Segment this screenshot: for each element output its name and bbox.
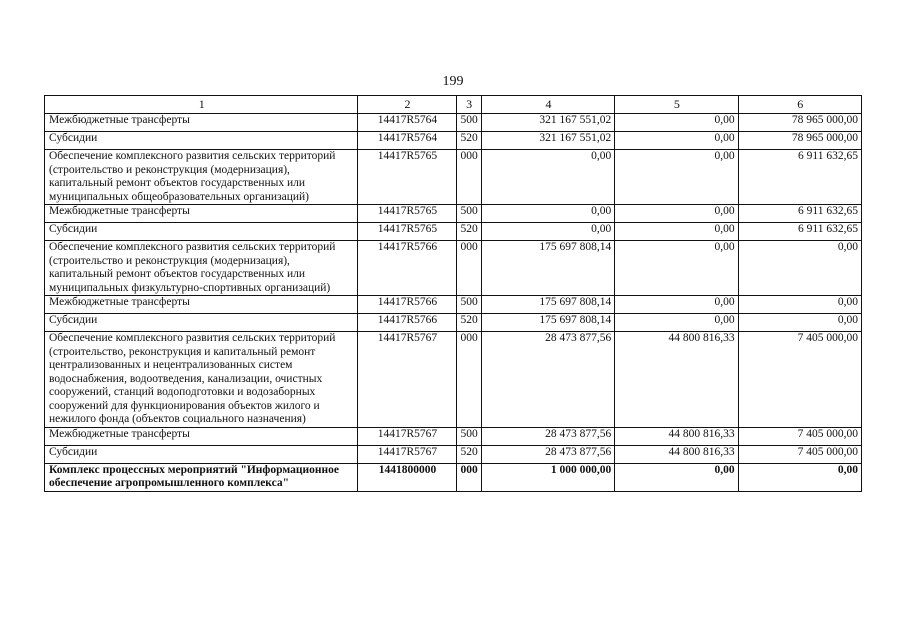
table-row: [45, 445, 862, 463]
row-value-5: 0,00: [615, 205, 738, 223]
row-value-5: 0,00: [615, 314, 738, 332]
row-name: Субсидии: [45, 132, 358, 150]
column-header-2: 2: [358, 96, 456, 114]
row-code: 14417R5767: [358, 445, 456, 463]
row-code: 1441800000: [358, 463, 456, 491]
row-type: 520: [456, 223, 481, 241]
row-name: Субсидии: [45, 445, 358, 463]
table-row: [45, 132, 862, 150]
row-type: 000: [456, 463, 481, 491]
table-row: [45, 150, 862, 205]
row-value-6: 7 405 000,00: [738, 445, 861, 463]
row-name: Межбюджетные трансферты: [45, 205, 358, 223]
column-header-3: 3: [456, 96, 481, 114]
row-value-4: 175 697 808,14: [481, 241, 614, 296]
row-type: 000: [456, 150, 481, 205]
row-value-4: 175 697 808,14: [481, 296, 614, 314]
row-type: 000: [456, 241, 481, 296]
row-value-4: 321 167 551,02: [481, 114, 614, 132]
row-name: Обеспечение комплексного развития сельских территорий (строительство и реконструкция (модернизация), капитальный ремонт объектов государственных или муниципальных общеобразовательных организаций): [45, 150, 358, 205]
row-code: 14417R5764: [358, 132, 456, 150]
row-value-4: 28 473 877,56: [481, 332, 614, 428]
row-code: 14417R5765: [358, 150, 456, 205]
row-value-4: 175 697 808,14: [481, 314, 614, 332]
row-value-4: 0,00: [481, 223, 614, 241]
table-header-row: [45, 96, 862, 114]
table-row: [45, 205, 862, 223]
row-value-6: 0,00: [738, 241, 861, 296]
row-value-6: 78 965 000,00: [738, 114, 861, 132]
budget-table: [44, 95, 862, 492]
row-type: 520: [456, 445, 481, 463]
row-value-5: 0,00: [615, 296, 738, 314]
row-value-5: 0,00: [615, 150, 738, 205]
row-type: 500: [456, 114, 481, 132]
row-name: Межбюджетные трансферты: [45, 427, 358, 445]
row-value-6: 6 911 632,65: [738, 223, 861, 241]
row-value-4: 28 473 877,56: [481, 427, 614, 445]
table-row: [45, 463, 862, 491]
row-value-4: 0,00: [481, 150, 614, 205]
row-code: 14417R5766: [358, 296, 456, 314]
row-value-6: 7 405 000,00: [738, 332, 861, 428]
row-name: Обеспечение комплексного развития сельских территорий (строительство, реконструкция и капитальный ремонт централизованных и нецентрализованных систем водоснабжения, водоотведения, канализации, очистных сооружений, станций водоподготовки и водозаборных сооружений для функционирования объектов жилого и нежилого фонда (объектов социального назначения): [45, 332, 358, 428]
row-code: 14417R5766: [358, 241, 456, 296]
column-header-1: 1: [45, 96, 358, 114]
row-value-5: 0,00: [615, 463, 738, 491]
column-header-6: 6: [738, 96, 861, 114]
table-row: [45, 223, 862, 241]
row-type: 500: [456, 205, 481, 223]
row-name: Межбюджетные трансферты: [45, 296, 358, 314]
row-value-5: 44 800 816,33: [615, 332, 738, 428]
row-code: 14417R5767: [358, 427, 456, 445]
table-row: [45, 114, 862, 132]
table-row: [45, 296, 862, 314]
row-name: Межбюджетные трансферты: [45, 114, 358, 132]
row-value-5: 44 800 816,33: [615, 445, 738, 463]
row-value-4: 0,00: [481, 205, 614, 223]
row-value-5: 44 800 816,33: [615, 427, 738, 445]
table-row: [45, 332, 862, 428]
table-row: [45, 314, 862, 332]
row-code: 14417R5765: [358, 223, 456, 241]
row-value-5: 0,00: [615, 241, 738, 296]
row-type: 500: [456, 427, 481, 445]
row-value-6: 0,00: [738, 314, 861, 332]
row-value-5: 0,00: [615, 223, 738, 241]
row-value-6: 78 965 000,00: [738, 132, 861, 150]
row-type: 500: [456, 296, 481, 314]
row-value-4: 321 167 551,02: [481, 132, 614, 150]
row-code: 14417R5767: [358, 332, 456, 428]
row-value-4: 1 000 000,00: [481, 463, 614, 491]
row-value-5: 0,00: [615, 114, 738, 132]
table-row: [45, 241, 862, 296]
row-name: Обеспечение комплексного развития сельских территорий (строительство и реконструкция (модернизация), капитальный ремонт объектов государственных или муниципальных физкультурно-спортивных организаций): [45, 241, 358, 296]
row-value-6: 0,00: [738, 463, 861, 491]
table-row: [45, 427, 862, 445]
row-value-4: 28 473 877,56: [481, 445, 614, 463]
row-name: Субсидии: [45, 314, 358, 332]
row-code: 14417R5764: [358, 114, 456, 132]
row-value-5: 0,00: [615, 132, 738, 150]
column-header-4: 4: [481, 96, 614, 114]
row-code: 14417R5766: [358, 314, 456, 332]
column-header-5: 5: [615, 96, 738, 114]
row-type: 000: [456, 332, 481, 428]
row-type: 520: [456, 132, 481, 150]
row-value-6: 6 911 632,65: [738, 150, 861, 205]
page-number: 199: [442, 74, 464, 89]
row-value-6: 0,00: [738, 296, 861, 314]
row-code: 14417R5765: [358, 205, 456, 223]
row-type: 520: [456, 314, 481, 332]
row-value-6: 7 405 000,00: [738, 427, 861, 445]
row-value-6: 6 911 632,65: [738, 205, 861, 223]
row-name: Комплекс процессных мероприятий "Информационное обеспечение агропромышленного комплекса": [45, 463, 358, 491]
row-name: Субсидии: [45, 223, 358, 241]
